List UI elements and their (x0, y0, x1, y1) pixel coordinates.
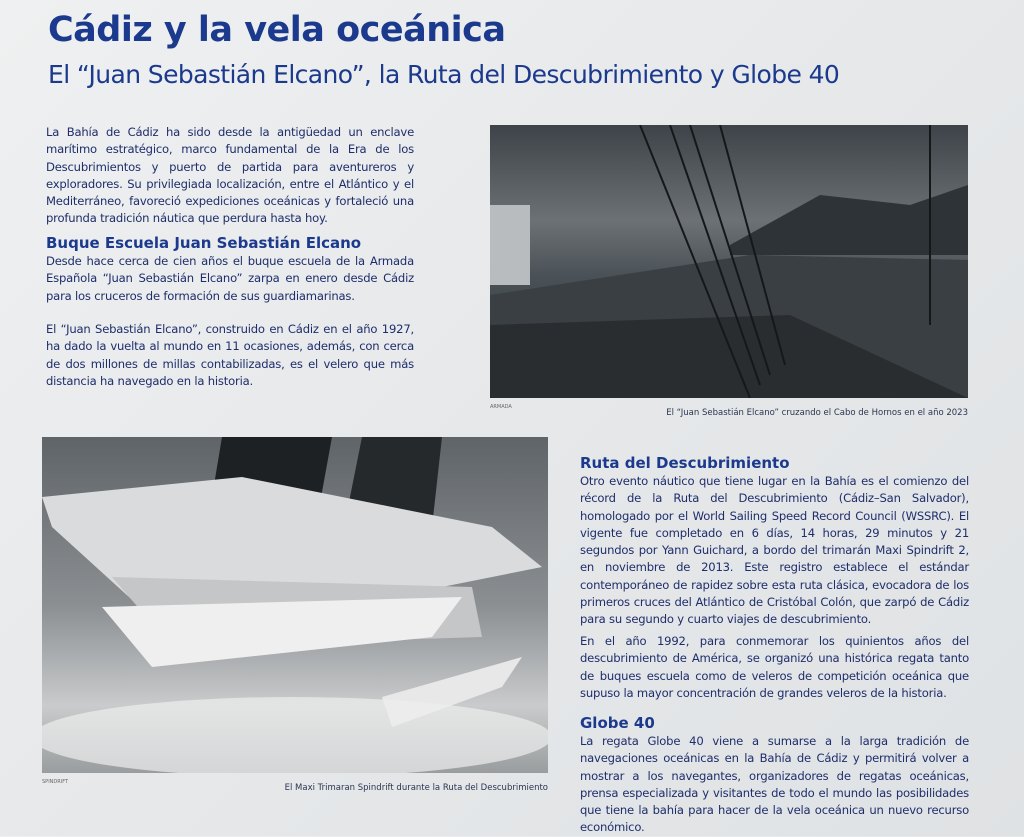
ruta-heading: Ruta del Descubrimiento (580, 454, 790, 472)
elcano-photo (490, 125, 968, 398)
spindrift-photo-credit: SPINDRIFT (42, 779, 69, 785)
page-subtitle: El “Juan Sebastián Elcano”, la Ruta del Descubrimiento y Globe 40 (48, 60, 840, 89)
spindrift-photo-caption: El Maxi Trimaran Spindrift durante la Ruta del Descubrimiento (284, 783, 548, 793)
intro-paragraph: La Bahía de Cádiz ha sido desde la antigüedad un enclave marítimo estratégico, marco fundamental de la Era de los Descubrimientos y puerto de partida para aventureros y exploradores. Su privilegiada localización, entre el Atlántico y el Mediterráneo, favoreció expediciones oceánicas y fortaleció una profunda tradición náutica que perdura hasta hoy. (46, 125, 414, 226)
page-title: Cádiz y la vela oceánica (48, 10, 506, 50)
trimaran-illustration (42, 437, 548, 773)
globe-heading: Globe 40 (580, 714, 655, 732)
elcano-photo-caption: El “Juan Sebastián Elcano” cruzando el Cabo de Hornos en el año 2023 (666, 408, 968, 418)
ruta-paragraph-1: Otro evento náutico que tiene lugar en la Bahía es el comienzo del récord de la Ruta del Descubrimiento (Cádiz–San Salvador), homologado por el World Sailing Speed Record Council (WSSRC). El vigente fue completado en 6 días, 14 horas, 29 minutos y 21 segundos por Yann Guichard, a bordo del trimarán Maxi Spindrift 2, en noviembre de 2013. Este registro establece el estándar contemporáneo de rapidez sobre esta ruta clásica, evocadora de los primeros cruces del Atlántico de Cristóbal Colón, que zarpó de Cádiz para su segundo y cuarto viajes de descubrimiento. (580, 474, 969, 627)
ruta-paragraph-2: En el año 1992, para conmemorar los quinientos años del descubrimiento de América, se organizó una histórica regata tanto de buques escuela como de veleros de competición oceánica que supuso la mayor concentración de grandes veleros de la historia. (580, 634, 969, 700)
elcano-heading: Buque Escuela Juan Sebastián Elcano (46, 234, 362, 252)
spindrift-photo (42, 437, 548, 773)
elcano-ship-illustration (490, 125, 968, 398)
elcano-paragraph-1: Desde hace cerca de cien años el buque escuela de la Armada Española “Juan Sebastián Elcano” zarpa en enero desde Cádiz para los cruceros de formación de sus guardiamarinas. (46, 254, 414, 303)
globe-paragraph: La regata Globe 40 viene a sumarse a la larga tradición de navegaciones oceánicas en la Bahía de Cádiz y permitirá volver a mostrar a los navegantes, organizadores de regatas oceánicas, prensa especializada y visitantes de todo el mundo las posibilidades que tiene la bahía para hacer de la vela oceánica un nuevo recurso económico. (580, 734, 969, 835)
elcano-paragraph-2: El “Juan Sebastián Elcano”, construido en Cádiz en el año 1927, ha dado la vuelta al mundo en 11 ocasiones, además, con cerca de dos millones de millas contabilizadas, es el velero que más distancia ha navegado en la historia. (46, 322, 414, 388)
elcano-photo-credit: ARMADA (490, 404, 512, 410)
